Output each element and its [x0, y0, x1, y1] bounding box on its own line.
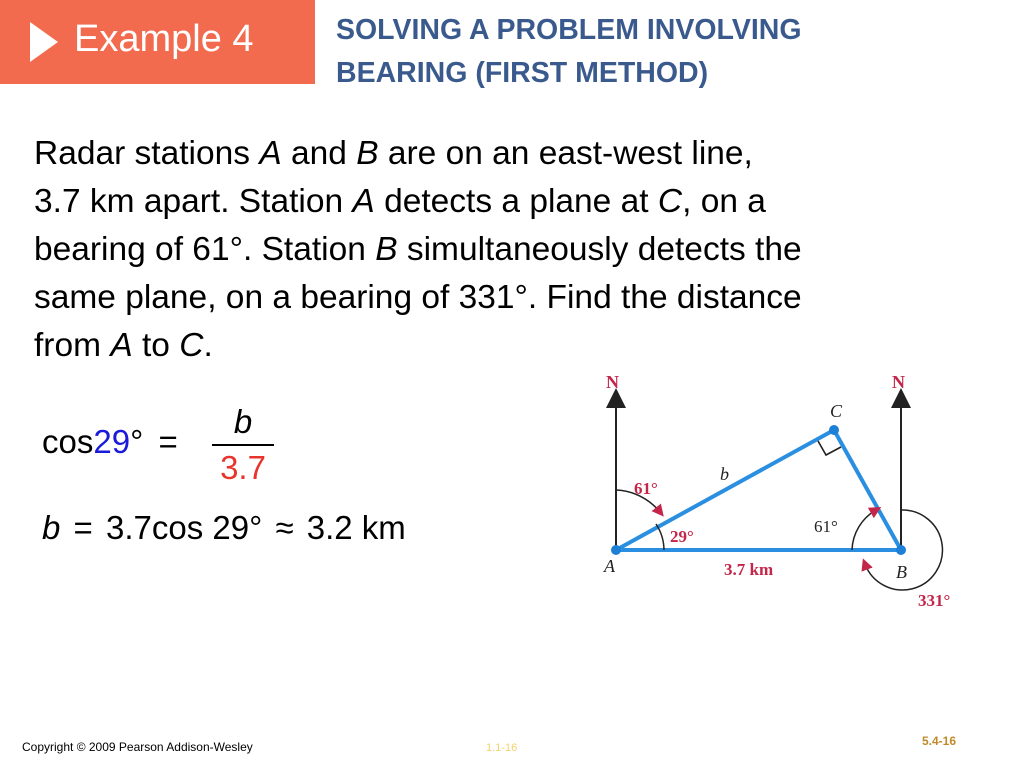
problem-statement: [34, 130, 974, 370]
point-c: [829, 425, 839, 435]
label-c: C: [830, 401, 843, 421]
point-a: [611, 545, 621, 555]
equals-sign: =: [158, 423, 178, 460]
text: simultaneously detects the: [397, 231, 802, 268]
var-b: B: [375, 231, 398, 268]
text: to: [132, 327, 180, 364]
right-angle-mark: [818, 441, 841, 455]
bearing-diagram: [590, 360, 990, 630]
copyright-text: Copyright © 2009 Pearson Addison-Wesley: [22, 740, 253, 754]
arc-61-b: [852, 510, 876, 550]
equals-sign: =: [73, 509, 93, 546]
equation-rhs: 3.7cos 29°: [105, 509, 263, 546]
equation-1: [42, 423, 178, 461]
title-line-1: SOLVING A PROBLEM INVOLVING: [336, 14, 802, 46]
equation-result: 3.2 km: [306, 509, 406, 546]
problem-line-1: [34, 130, 974, 178]
page-number: 5.4-16: [922, 734, 957, 748]
text: and: [281, 135, 357, 172]
var-a: A: [110, 327, 133, 364]
text: 3.7 km apart. Station: [34, 183, 353, 220]
slide-title: [336, 9, 996, 95]
equation-2: [42, 509, 406, 547]
play-arrow-icon: [30, 22, 58, 62]
north-label-a: N: [606, 372, 619, 392]
example-label: Example 4: [74, 18, 254, 60]
text: from: [34, 327, 111, 364]
fraction-denominator: 3.7: [220, 449, 266, 486]
var-b: B: [356, 135, 379, 172]
angle-61-b: 61°: [814, 517, 838, 536]
var-b: b: [42, 509, 61, 546]
text: , on a: [682, 183, 766, 220]
label-side-b: b: [720, 464, 729, 484]
text: detects a plane at: [374, 183, 658, 220]
var-a: A: [259, 135, 282, 172]
text: Radar stations: [34, 135, 260, 172]
angle-331: 331°: [918, 591, 951, 610]
degree-symbol: °: [130, 423, 144, 460]
text: .: [203, 327, 213, 364]
fraction-numerator: [212, 403, 274, 441]
problem-line-3: [34, 226, 974, 274]
footer-mid-text: 1.1-16: [486, 742, 518, 754]
var-b: b: [233, 403, 253, 440]
point-b: [896, 545, 906, 555]
label-b: B: [896, 562, 907, 582]
label-a: A: [604, 556, 615, 576]
cos-label: cos: [42, 423, 94, 460]
angle-29: 29: [93, 423, 131, 460]
title-line-2: BEARING (FIRST METHOD): [336, 57, 709, 89]
triangle-abc: [616, 430, 901, 550]
var-c: C: [179, 327, 204, 364]
label-ab: 3.7 km: [724, 560, 774, 579]
approx-sign: ≈: [275, 509, 294, 546]
angle-61-a: 61°: [634, 479, 658, 498]
text: bearing of 61°. Station: [34, 231, 376, 268]
var-a: A: [352, 183, 375, 220]
north-label-b: N: [892, 372, 905, 392]
example-tag: [0, 0, 315, 84]
problem-line-4: same plane, on a bearing of 331°. Find the distance: [34, 279, 802, 316]
angle-29: 29°: [670, 527, 694, 546]
text: are on an east-west line,: [378, 135, 753, 172]
fraction-bar: [212, 444, 274, 446]
problem-line-2: [34, 178, 974, 226]
var-c: C: [657, 183, 683, 220]
